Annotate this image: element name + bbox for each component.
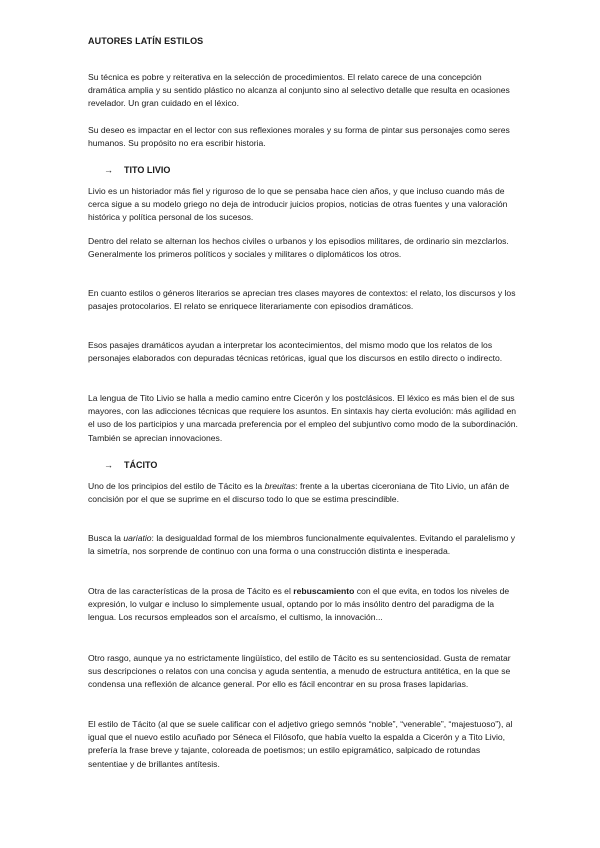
heading-tacito-label: TÁCITO [124, 460, 158, 470]
strong-rebuscamiento: rebuscamiento [293, 586, 355, 596]
text-run: : frente a la ubertas ciceroniana de Tito Livio, un afán de concisión por el que se suprime en el discurso todo lo que se estima prescindible. [88, 481, 510, 505]
emphasis-uariatio: uariatio [123, 533, 152, 543]
heading-tito-livio-label: TITO LIVIO [124, 165, 171, 175]
heading-tito-livio [104, 164, 170, 177]
paragraph-estilos: En cuanto estilos o géneros literarios se aprecian tres clases mayores de contextos: el relato, los discursos y los pasajes protocolarios. El relato se enriquece literariamente con episodios dramáticos. [88, 288, 516, 312]
page-title: AUTORES LATÍN ESTILOS [88, 36, 204, 46]
paragraph-lengua: La lengua de Tito Livio se halla a medio camino entre Cicerón y los postclásicos. El léxico es más bien el de sus mayores, con las adicciones técnicas que requiere los asuntos. En sintaxis hay cierta evolución: más agilidad en el uso de los participios y una marcada preferencia por el empleo del subjuntivo como modo de la subordinación. También se aprecian innovaciones. [88, 393, 518, 443]
text-run: Busca la [88, 533, 124, 543]
arrow-right-icon: → [104, 460, 113, 470]
text-run: : la desigualdad formal de los miembros funcionalmente equivalentes. Evitando el paralelismo y la simetría, nos sorprende de continuo con una forma o una construcción distinta e inesperada. [88, 533, 516, 557]
text-run: con el que evita, en todos los niveles de expresión, lo vulgar e incluso lo simplemente usual, optando por lo más insólito dentro del paradigma de la lengua. Los recursos empleados son el arcaísmo, el cultismo, la innovación... [88, 586, 510, 623]
paragraph-tecnica: Su técnica es pobre y reiterativa en la selección de procedimientos. El relato carece de una concepción dramática amplia y su sentido plástico no alcanza al conjunto sino al selectivo detalle que resulta en ocasiones revelador. Un gran cuidado en el léxico. [88, 72, 510, 109]
text-run: Otra de las características de la prosa de Tácito es el [88, 586, 294, 596]
text-run: Uno de los principios del estilo de Tácito es la [88, 481, 265, 491]
paragraph-breuitas [88, 480, 520, 506]
paragraph-estilo-tacito: El estilo de Tácito (al que se suele calificar con el adjetivo griego semnós “noble”, “venerable”, “majestuoso”), al igual que el nuevo estilo acuñado por Séneca el Filósofo, que había vuelto la espalda a Cicerón y a Tito Livio, prefería la frase breve y tajante, coloreada de poetismos; un estilo epigramático, salpicado de rotundas sententiae y de brillantes antítesis. [88, 719, 513, 769]
emphasis-breuitas: breuitas [264, 481, 296, 491]
paragraph-relato: Dentro del relato se alternan los hechos civiles o urbanos y los episodios militares, de ordinario sin mezclarlos. Generalmente los primeros políticos y sociales y militares o diplomáticos los otros. [88, 236, 509, 260]
paragraph-livio-historiador: Livio es un historiador más fiel y riguroso de lo que se pensaba hace cien años, y que incluso cuando más de cerca sigue a su modelo griego no deja de introducir juicios propios, noticias de otras fuentes y una valoración histórica y política personal de los sucesos. [88, 186, 508, 223]
heading-tacito [104, 459, 157, 472]
paragraph-pasajes: Esos pasajes dramáticos ayudan a interpretar los acontecimientos, del mismo modo que los relatos de los personajes elaborados con depuradas técnicas retóricas, igual que los discursos en estilo directo o indirecto. [88, 340, 503, 364]
paragraph-rebuscamiento [88, 585, 520, 625]
paragraph-uariatio [88, 532, 520, 558]
paragraph-sentenciosidad: Otro rasgo, aunque ya no estrictamente lingüístico, del estilo de Tácito es su sentenciosidad. Gusta de rematar sus descripciones o relatos con una concisa y aguda sententia, a menudo de estructura antitética, en la que se condensa una reflexión de alcance general. Por ello es fácil encontrar en su prosa frases lapidarias. [88, 653, 511, 690]
paragraph-deseo: Su deseo es impactar en el lector con sus reflexiones morales y su forma de pintar sus personajes como seres humanos. Su propósito no era escribir historia. [88, 125, 510, 149]
arrow-right-icon: → [104, 165, 113, 175]
